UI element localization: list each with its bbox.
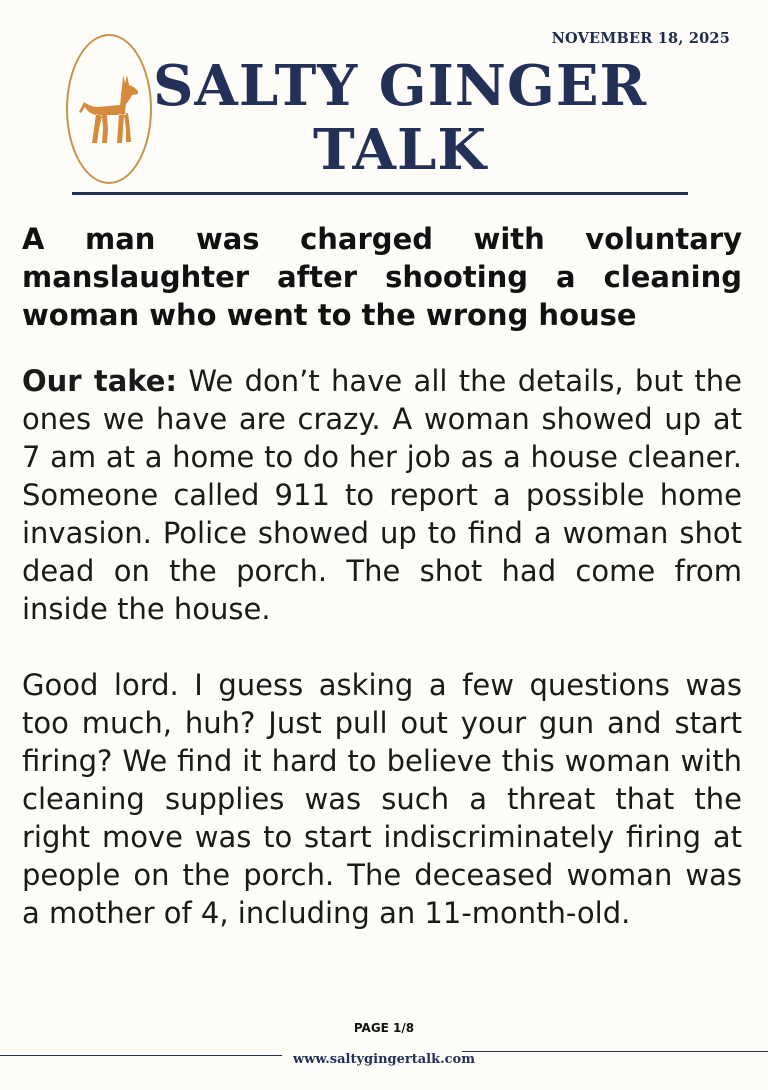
masthead-title <box>150 54 650 182</box>
article-paragraph-1 <box>22 362 742 628</box>
masthead-line-1: SALTY GINGER <box>152 53 648 119</box>
article-headline: A man was charged with voluntary manslaughter after shooting a cleaning woman who went to the wrong house <box>22 222 742 332</box>
article-body <box>22 362 742 932</box>
masthead-divider <box>72 192 688 195</box>
website-link[interactable]: www.saltygingertalk.com <box>293 1052 475 1067</box>
logo <box>66 34 152 184</box>
paragraph-1-text: We don’t have all the details, but the ones we have are crazy. A woman showed up at 7 am at a home to do her job as a house cleaner. Someone called 911 to report a possible home invasion. Police showed up to find a woman shot dead on the porch. The shot had come from inside the house. <box>22 364 743 626</box>
masthead-line-2: TALK <box>312 117 488 183</box>
article-paragraph-2: Good lord. I guess asking a few questions was too much, huh? Just pull out your gun and start firing? We find it hard to believe this woman with cleaning supplies was such a threat that the right move was to start indiscriminately firing at people on the porch. The deceased woman was a mother of 4, including an 11-month-old. <box>22 668 742 930</box>
our-take-label: Our take: <box>22 364 178 398</box>
page-number: PAGE 1/8 <box>353 1021 415 1035</box>
date-label: NOVEMBER 18, 2025 <box>551 30 730 47</box>
dog-icon <box>76 69 142 149</box>
